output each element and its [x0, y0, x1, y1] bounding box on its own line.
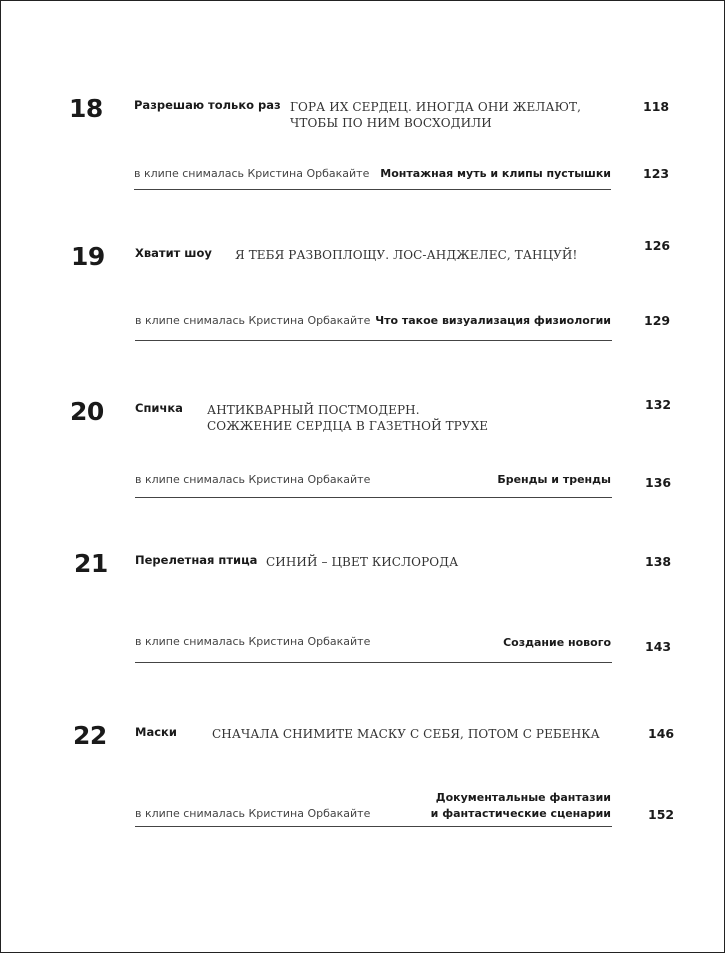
- chapter-title[interactable]: Маски: [135, 725, 177, 739]
- chapter-epigraph: [290, 99, 581, 131]
- epigraph-line: ЧТОБЫ ПО НИМ ВОСХОДИЛИ: [290, 116, 492, 130]
- subsection-title[interactable]: [380, 166, 611, 182]
- subsection-title[interactable]: [431, 790, 611, 822]
- epigraph-line: СИНИЙ – ЦВЕТ КИСЛОРОДА: [266, 555, 459, 569]
- chapter-page-number[interactable]: 126: [644, 238, 671, 253]
- subsection-page-number[interactable]: 129: [644, 313, 671, 328]
- chapter-epigraph: [212, 726, 600, 742]
- subsection-caption: в клипе снималась Кристина Орбакайте: [134, 167, 370, 180]
- subsection-page-number[interactable]: 123: [643, 166, 670, 181]
- chapter-title[interactable]: Перелетная птица: [135, 553, 258, 567]
- subsection-page-number[interactable]: 152: [648, 807, 675, 822]
- subsection-title[interactable]: [497, 472, 611, 488]
- subsection-title-line: Документальные фантазии: [435, 791, 611, 804]
- epigraph-line: ГОРА ИХ СЕРДЕЦ. ИНОГДА ОНИ ЖЕЛАЮТ,: [290, 100, 582, 114]
- divider: [134, 189, 611, 190]
- subsection-title-line: Бренды и тренды: [497, 473, 611, 486]
- chapter-page-number[interactable]: 132: [645, 397, 672, 412]
- chapter-page-number[interactable]: 138: [645, 554, 672, 569]
- subsection-caption: в клипе снималась Кристина Орбакайте: [135, 635, 371, 648]
- subsection-title-line: Что такое визуализация физиологии: [375, 314, 611, 327]
- chapter-epigraph: [235, 247, 577, 263]
- chapter-number: 22: [73, 721, 107, 750]
- subsection-page-number[interactable]: 143: [645, 639, 672, 654]
- subsection-caption: в клипе снималась Кристина Орбакайте: [135, 807, 371, 820]
- epigraph-line: СНАЧАЛА СНИМИТЕ МАСКУ С СЕБЯ, ПОТОМ С РЕБЕНКА: [212, 727, 600, 741]
- subsection-title-line: Монтажная муть и клипы пустышки: [380, 167, 611, 180]
- subsection-caption: в клипе снималась Кристина Орбакайте: [135, 314, 371, 327]
- chapter-20: [1, 397, 726, 537]
- chapter-page-number[interactable]: 146: [648, 726, 675, 741]
- divider: [135, 497, 612, 498]
- subsection-title-line: и фантастические сценарии: [430, 807, 611, 820]
- subsection-title-line: Создание нового: [503, 636, 611, 649]
- chapter-page-number[interactable]: 118: [643, 99, 670, 114]
- subsection-title[interactable]: [375, 313, 611, 329]
- chapter-number: 20: [70, 397, 104, 426]
- chapter-title[interactable]: Разрешаю только раз: [134, 98, 281, 112]
- subsection-page-number[interactable]: 136: [645, 475, 672, 490]
- epigraph-line: Я ТЕБЯ РАЗВОПЛОЩУ. ЛОС-АНДЖЕЛЕС, ТАНЦУЙ!: [235, 248, 578, 262]
- divider: [135, 826, 612, 827]
- chapter-title[interactable]: Спичка: [135, 401, 183, 415]
- epigraph-line: СОЖЖЕНИЕ СЕРДЦА В ГАЗЕТНОЙ ТРУХЕ: [207, 419, 489, 433]
- chapter-title[interactable]: Хватит шоу: [135, 246, 212, 260]
- chapter-number: 21: [74, 549, 108, 578]
- divider: [135, 662, 612, 663]
- divider: [135, 340, 612, 341]
- chapter-epigraph: [266, 554, 458, 570]
- chapter-22: [1, 721, 726, 861]
- subsection-title[interactable]: [503, 635, 611, 651]
- chapter-number: 19: [71, 242, 105, 271]
- chapter-21: [1, 549, 726, 689]
- epigraph-line: АНТИКВАРНЫЙ ПОСТМОДЕРН.: [207, 403, 420, 417]
- chapter-19: [1, 238, 726, 382]
- chapter-epigraph: [207, 402, 488, 434]
- chapter-18: [1, 94, 726, 234]
- chapter-number: 18: [69, 94, 103, 123]
- subsection-caption: в клипе снималась Кристина Орбакайте: [135, 473, 371, 486]
